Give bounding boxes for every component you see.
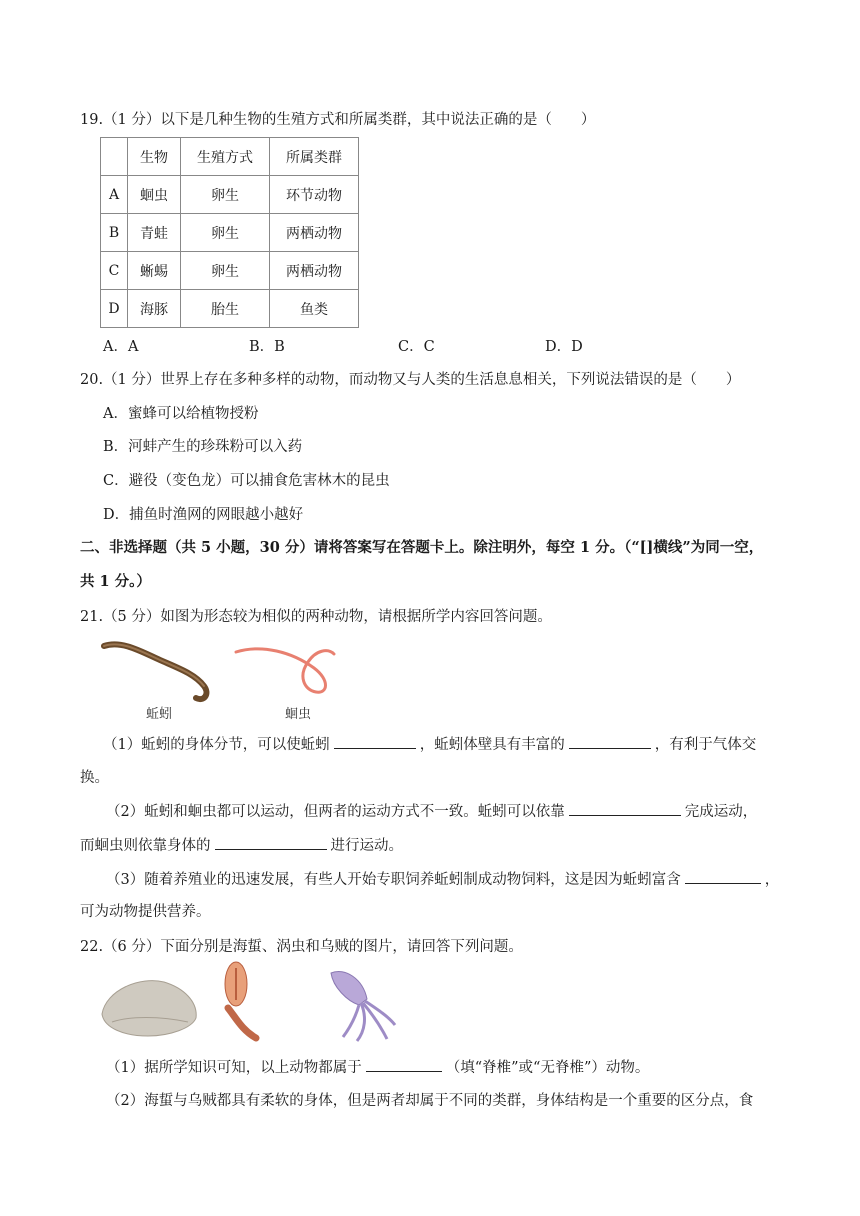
q22-part1-text-b: （填“脊椎”或“无脊椎”）动物。 <box>445 1060 650 1076</box>
table-cell: 两栖动物 <box>270 252 359 290</box>
answer-blank[interactable] <box>334 734 416 749</box>
roundworm-caption: 蛔虫 <box>285 707 312 722</box>
table-cell: 海豚 <box>128 290 181 328</box>
table-row <box>101 214 359 252</box>
q20-stem: 20.（1 分）世界上存在多种多样的动物，而动物又与人类的生活息息相关，下列说法错误的是（ ） <box>80 372 741 388</box>
q20-option-d: D．捕鱼时渔网的网眼越小越好 <box>103 507 304 523</box>
table-cell: 生物 <box>128 138 181 176</box>
table-cell: 青蛙 <box>128 214 181 252</box>
q21-stem: 21.（5 分）如图为形态较为相似的两种动物，请根据所学内容回答问题。 <box>80 609 552 625</box>
q21-part2-text-d: 进行运动。 <box>330 838 403 854</box>
answer-blank[interactable] <box>569 801 681 816</box>
table-cell: 蛔虫 <box>128 176 181 214</box>
earthworm-figure <box>100 634 215 706</box>
q20-option-a: A．蜜蜂可以给植物授粉 <box>103 406 259 422</box>
q21-part3-text-a: （3）随着养殖业的迅速发展，有些人开始专职饲养蚯蚓制成动物饲料，这是因为蚯蚓富含 <box>106 872 681 888</box>
q21-part2-text-b: 完成运动， <box>684 804 758 820</box>
q21-part1-text-c: ，有利于气体交 <box>654 737 757 753</box>
q21-part3-cont: 可为动物提供营养。 <box>80 904 211 920</box>
q20-option-b: B．河蚌产生的珍珠粉可以入药 <box>103 439 303 455</box>
section-heading-cont: 共 1 分。） <box>80 573 151 590</box>
q22-part2: （2）海蜇与乌贼都具有柔软的身体，但是两者却属于不同的类群，身体结构是一个重要的区分点，食 <box>106 1093 754 1109</box>
q19-option-a: A．A <box>103 339 139 355</box>
answer-blank[interactable] <box>366 1057 442 1072</box>
table-row <box>101 252 359 290</box>
q22-stem: 22.（6 分）下面分别是海蜇、涡虫和乌贼的图片，请回答下列问题。 <box>80 939 523 955</box>
q21-part2 <box>106 801 757 822</box>
answer-blank[interactable] <box>215 835 327 850</box>
table-row <box>101 290 359 328</box>
table-cell: C <box>101 252 128 290</box>
q20-option-c: C．避役（变色龙）可以捕食危害林木的昆虫 <box>103 473 390 489</box>
answer-blank[interactable] <box>569 734 651 749</box>
q21-part1-text-b: ，蚯蚓体壁具有丰富的 <box>419 737 565 753</box>
q21-part2-cont <box>80 835 403 856</box>
q19-option-d: D．D <box>545 339 583 355</box>
q19-table <box>100 137 359 328</box>
jellyfish-figure <box>100 972 200 1042</box>
table-cell: 卵生 <box>181 252 270 290</box>
table-cell: 两栖动物 <box>270 214 359 252</box>
earthworm-caption: 蚯蚓 <box>146 707 173 722</box>
table-cell: 环节动物 <box>270 176 359 214</box>
section-heading: 二、非选择题（共 5 小题，30 分）请将答案写在答题卡上。除注明外，每空 1 分。（“[]横线”为同一空， <box>80 539 764 556</box>
table-cell: 蜥蜴 <box>128 252 181 290</box>
q21-part2-text-a: （2）蚯蚓和蛔虫都可以运动，但两者的运动方式不一致。蚯蚓可以依靠 <box>106 804 565 820</box>
planarian-figure <box>212 958 268 1044</box>
table-cell: 卵生 <box>181 176 270 214</box>
table-cell: 生殖方式 <box>181 138 270 176</box>
q22-part1 <box>106 1057 649 1078</box>
table-row <box>101 176 359 214</box>
q21-part3 <box>106 869 779 890</box>
table-header-row <box>101 138 359 176</box>
table-cell: 卵生 <box>181 214 270 252</box>
table-cell: 所属类群 <box>270 138 359 176</box>
table-cell: 鱼类 <box>270 290 359 328</box>
q19-option-b: B．B <box>249 339 285 355</box>
table-cell <box>101 138 128 176</box>
q21-part3-text-b: ， <box>764 872 780 888</box>
table-cell: A <box>101 176 128 214</box>
q21-part1-text-a: （1）蚯蚓的身体分节，可以使蚯蚓 <box>103 737 330 753</box>
table-cell: 胎生 <box>181 290 270 328</box>
q21-part1 <box>103 734 756 755</box>
squid-figure <box>315 965 400 1045</box>
q21-part2-text-c: 而蛔虫则依靠身体的 <box>80 838 211 854</box>
q19-stem: 19.（1 分）以下是几种生物的生殖方式和所属类群，其中说法正确的是（ ） <box>80 112 596 128</box>
table-cell: B <box>101 214 128 252</box>
table-cell: D <box>101 290 128 328</box>
q21-part1-cont: 换。 <box>80 770 109 786</box>
roundworm-figure <box>232 638 337 700</box>
answer-blank[interactable] <box>685 869 761 884</box>
q22-part1-text-a: （1）据所学知识可知，以上动物都属于 <box>106 1060 362 1076</box>
q19-option-c: C．C <box>398 339 435 355</box>
